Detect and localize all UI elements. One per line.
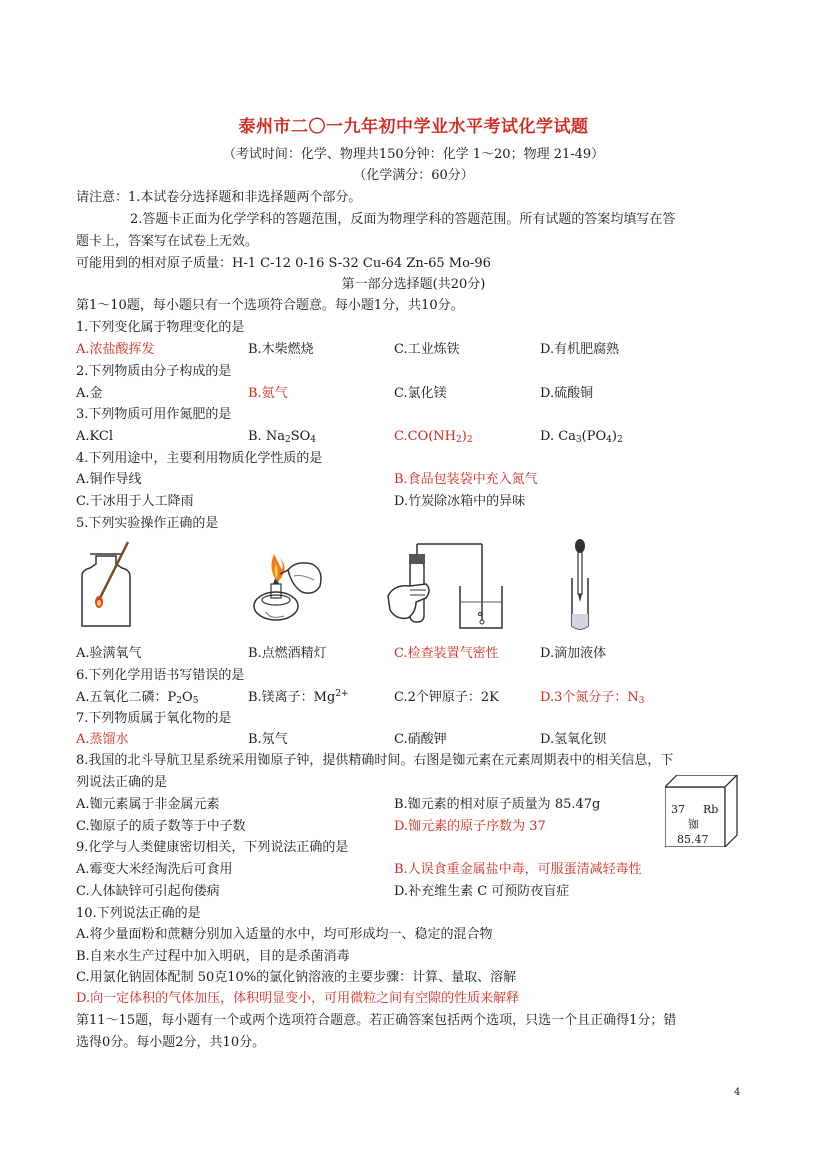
q4-option-b: B.食品包装袋中充入氮气 [394,472,538,487]
q2-option-d: D.硫酸铜 [540,386,594,401]
part1-heading: 第一部分选择题(共20分) [341,277,486,292]
element-name: 铷 [688,818,699,831]
q7-option-c: C.硝酸钾 [394,732,447,747]
q7-option-d: D.氢氧化钡 [540,732,607,747]
q4-option-d: D.竹炭除冰箱中的异味 [394,494,526,509]
exam-title: 泰州市二〇一九年初中学业水平考试化学试题 [238,117,589,137]
atomic-masses: 可能用到的相对原子质量：H-1 C-12 0-16 S-32 Cu-64 Zn-65 Mo-96 [76,256,491,271]
q8-option-c: C.铷原子的质子数等于中子数 [76,819,246,834]
element-atomic-number: 37 [671,803,685,816]
notice-line-3: 题卡上，答案写在试卷上无效。 [76,234,259,249]
exam-subtitle-time: （考试时间：化学、物理共150分钟：化学 1～20；物理 21-49） [222,147,605,162]
section2-intro-line2: 选得0分。每小题2分，共10分。 [76,1035,266,1050]
q2-stem: 2.下列物质由分子构成的是 [76,364,232,379]
q9-option-d: D.补充维生素 C 可预防夜盲症 [394,884,570,899]
notice-line-2: 2.答题卡正面为化学学科的答题范围，反面为物理学科的答题范围。所有试题的答案均填写在答 [130,212,676,227]
figure-airtightness-check [380,540,510,635]
q10-option-d: D.向一定体积的气体加压，体积明显变小，可用微粒之间有空隙的性质来解释 [76,991,520,1006]
q2-option-a: A.金 [76,386,103,401]
q3-stem: 3.下列物质可用作氮肥的是 [76,407,232,422]
q9-stem: 9.化学与人类健康密切相关，下列说法正确的是 [76,840,349,855]
q6-option-d: D.3个氮分子：$N_3$ [540,690,645,706]
figure-oxygen-test [76,540,136,630]
q6-option-b: B.镁离子：$Mg^{2+}$ [248,689,349,705]
q1-stem: 1.下列变化属于物理变化的是 [76,320,245,335]
q2-option-c: C.氯化镁 [394,386,447,401]
element-symbol: Rb [703,803,719,816]
notice-line-1: 请注意：1.本试卷分选择题和非选择题两个部分。 [76,190,362,205]
q9-option-b: B.人误食重金属盐中毒，可服蛋清减轻毒性 [394,862,642,877]
q3-option-c: $C.CO(NH_2)_2$ [394,429,473,445]
q4-option-a: A.铜作导线 [76,472,142,487]
element-mass: 85.47 [677,833,709,846]
section2-intro-line1: 第11～15题，每小题有一个或两个选项符合题意。若正确答案包括两个选项，只选一个且正确得1分；错 [76,1013,677,1028]
page-number: 4 [734,1087,741,1098]
q7-stem: 7.下列物质属于氧化物的是 [76,711,232,726]
q1-option-b: B.木柴燃烧 [248,342,314,357]
q8-option-d: D.铷元素的原子序数为 37 [394,819,546,834]
q6-stem: 6.下列化学用语书写错误的是 [76,668,245,683]
q10-option-a: A.将少量面粉和蔗糖分别加入适量的水中，均可形成均一、稳定的混合物 [76,927,493,942]
q4-stem: 4.下列用途中，主要利用物质化学性质的是 [76,451,323,466]
q5-option-b: B.点燃酒精灯 [248,646,327,661]
q9-option-c: C.人体缺锌可引起佝偻病 [76,884,220,899]
q5-option-c: C.检查装置气密性 [394,646,499,661]
q2-option-b: B.氨气 [248,386,288,401]
q1-option-a: A.浓盐酸挥发 [76,342,155,357]
q8-stem-line2: 列说法正确的是 [76,775,168,790]
q3-option-a: A.KCl [76,429,113,444]
q5-stem: 5.下列实验操作正确的是 [76,516,219,531]
figure-alcohol-lamp [240,540,330,630]
q10-option-c: C.用氯化钠固体配制 50克10%的氯化钠溶液的主要步骤：计算、量取、溶解 [76,970,517,985]
q3-option-b: B. $Na_2SO_4$ [248,429,316,445]
q10-option-b: B.自来水生产过程中加入明矾，目的是杀菌消毒 [76,949,350,964]
q8-stem-line1: 8.我国的北斗导航卫星系统采用铷原子钟，提供精确时间。右图是铷元素在元素周期表中的相关信息，下 [76,753,674,768]
q9-option-a: A.霉变大米经淘洗后可食用 [76,862,233,877]
q8-option-a: A.铷元素属于非金属元素 [76,797,220,812]
q8-option-b: B.铷元素的相对原子质量为 85.47g [394,797,601,812]
q7-option-a: A.蒸馏水 [76,732,129,747]
q1-option-c: C.工业炼铁 [394,342,460,357]
q7-option-b: B.氖气 [248,732,288,747]
q10-stem: 10.下列说法正确的是 [76,906,201,921]
q6-option-c: C.2个钾原子：2K [394,690,499,705]
q4-option-c: C.干冰用于人工降雨 [76,494,194,509]
figure-dropper [560,538,600,633]
q5-option-a: A.验满氧气 [76,646,142,661]
q1-option-d: D.有机肥腐熟 [540,342,620,357]
q3-option-d: D. $Ca_3(PO_4)_2$ [540,429,623,445]
exam-subtitle-score: （化学满分：60分） [353,168,474,183]
q6-option-a: A.五氧化二磷：$P_2O_5$ [76,690,199,706]
q5-option-d: D.滴加液体 [540,646,607,661]
section1-intro: 第1～10题，每小题只有一个选项符合题意。每小题1分，共10分。 [76,298,464,313]
